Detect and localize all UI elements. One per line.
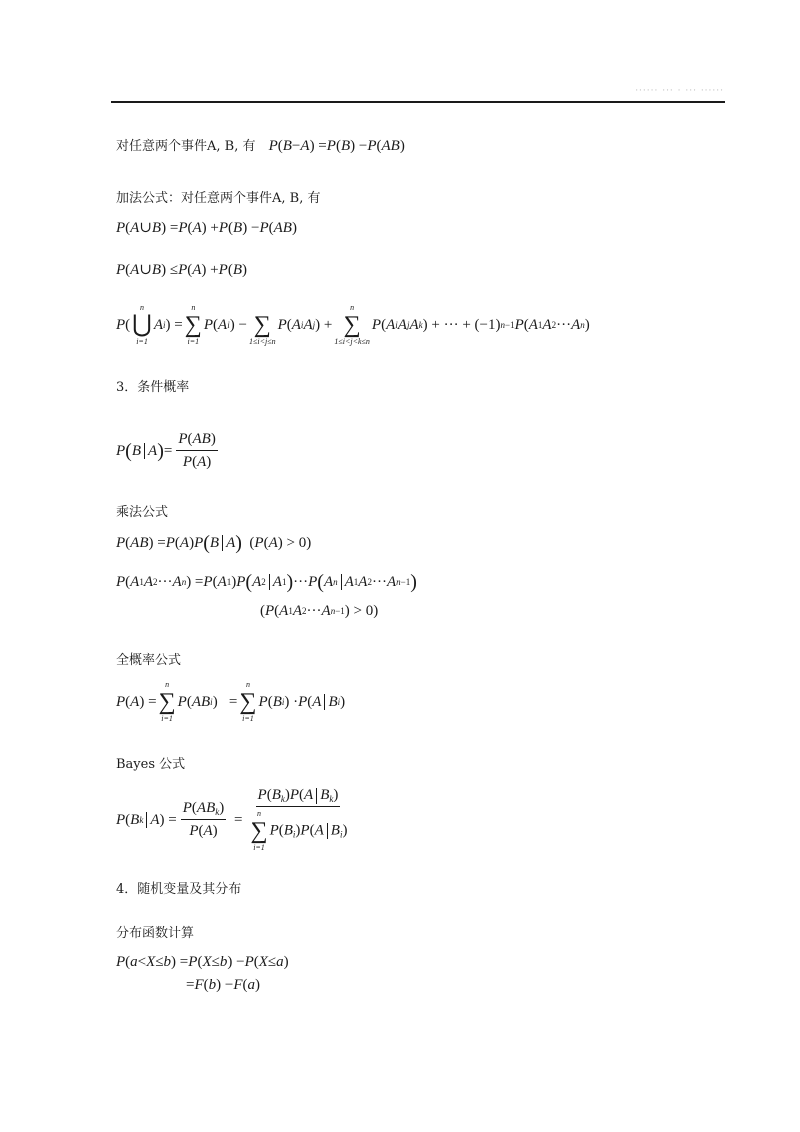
addition-inequality: P ( A ∪ B ) ≤ P ( A ) + P ( B ) <box>116 262 247 278</box>
distribution-formula-cdf: = F ( b ) − F ( a ) <box>186 977 261 993</box>
section-4-heading: 4．随机变量及其分布 <box>116 882 242 897</box>
addition-formula: P ( A ∪ B ) = P ( A ) + P ( B ) − P ( AB ) <box>116 220 297 236</box>
total-probability-formula: P ( A ) = n ∑ i=1 P ( AB i ) = n ∑ i=1 P ( B i ) · P ( A B i ) <box>116 680 346 723</box>
difference-intro-text: 对任意两个事件A, B, 有 <box>116 139 256 154</box>
multiplication-formula: P ( AB ) = P ( A ) P ( B A ) ( P ( A ) > 0) <box>116 532 312 554</box>
difference-line <box>116 135 405 156</box>
distribution-heading: 分布函数计算 <box>116 926 195 941</box>
section-3-heading: 3．条件概率 <box>116 380 190 395</box>
addition-heading: 加法公式：对任意两个事件A, B, 有 <box>116 191 321 206</box>
header-text: ······ ··· · ··· ······ <box>635 86 724 96</box>
difference-formula: P ( B − A ) = P ( B ) − P ( AB ) <box>268 138 405 154</box>
distribution-formula: P ( a < X ≤ b ) = P ( X ≤ b ) − P ( X ≤ a ) <box>116 954 289 970</box>
chain-rule-condition: ( P ( A 1 A 2 ··· A n−1 ) > 0) <box>260 603 379 619</box>
inclusion-exclusion-formula: P ( n ⋃ i=1 A i ) = n ∑ i=1 P ( A i ) − ∑ 1≤i<j≤n P ( A i A j ) + n ∑ 1≤i<j<k≤n P ( A i A j A k ) + ··· + (−1) n−1 P ( A 1 A 2 ··· A n ) <box>116 303 590 346</box>
header-rule <box>111 101 725 103</box>
total-probability-heading: 全概率公式 <box>116 653 182 668</box>
bayes-heading: Bayes 公式 <box>116 757 186 772</box>
conditional-probability-formula: P ( B A ) = $\frac{P(AB)}{P(A)}$ <box>116 431 216 470</box>
chain-rule-formula: P ( A 1 A 2 ··· A n ) = P ( A 1 ) P ( A 2 A 1 ) ··· P ( A n A 1 A 2 ··· A n−1 ) <box>116 571 417 593</box>
bayes-formula: P ( B k A ) = $\frac{P(AB_k)}{P(A)}$ = $P(B_k)P(A$ $B_k$) n ∑ i=1 $P(B_i)P(A$ $B_i$) <box>116 787 348 852</box>
multiplication-heading: 乘法公式 <box>116 505 169 520</box>
